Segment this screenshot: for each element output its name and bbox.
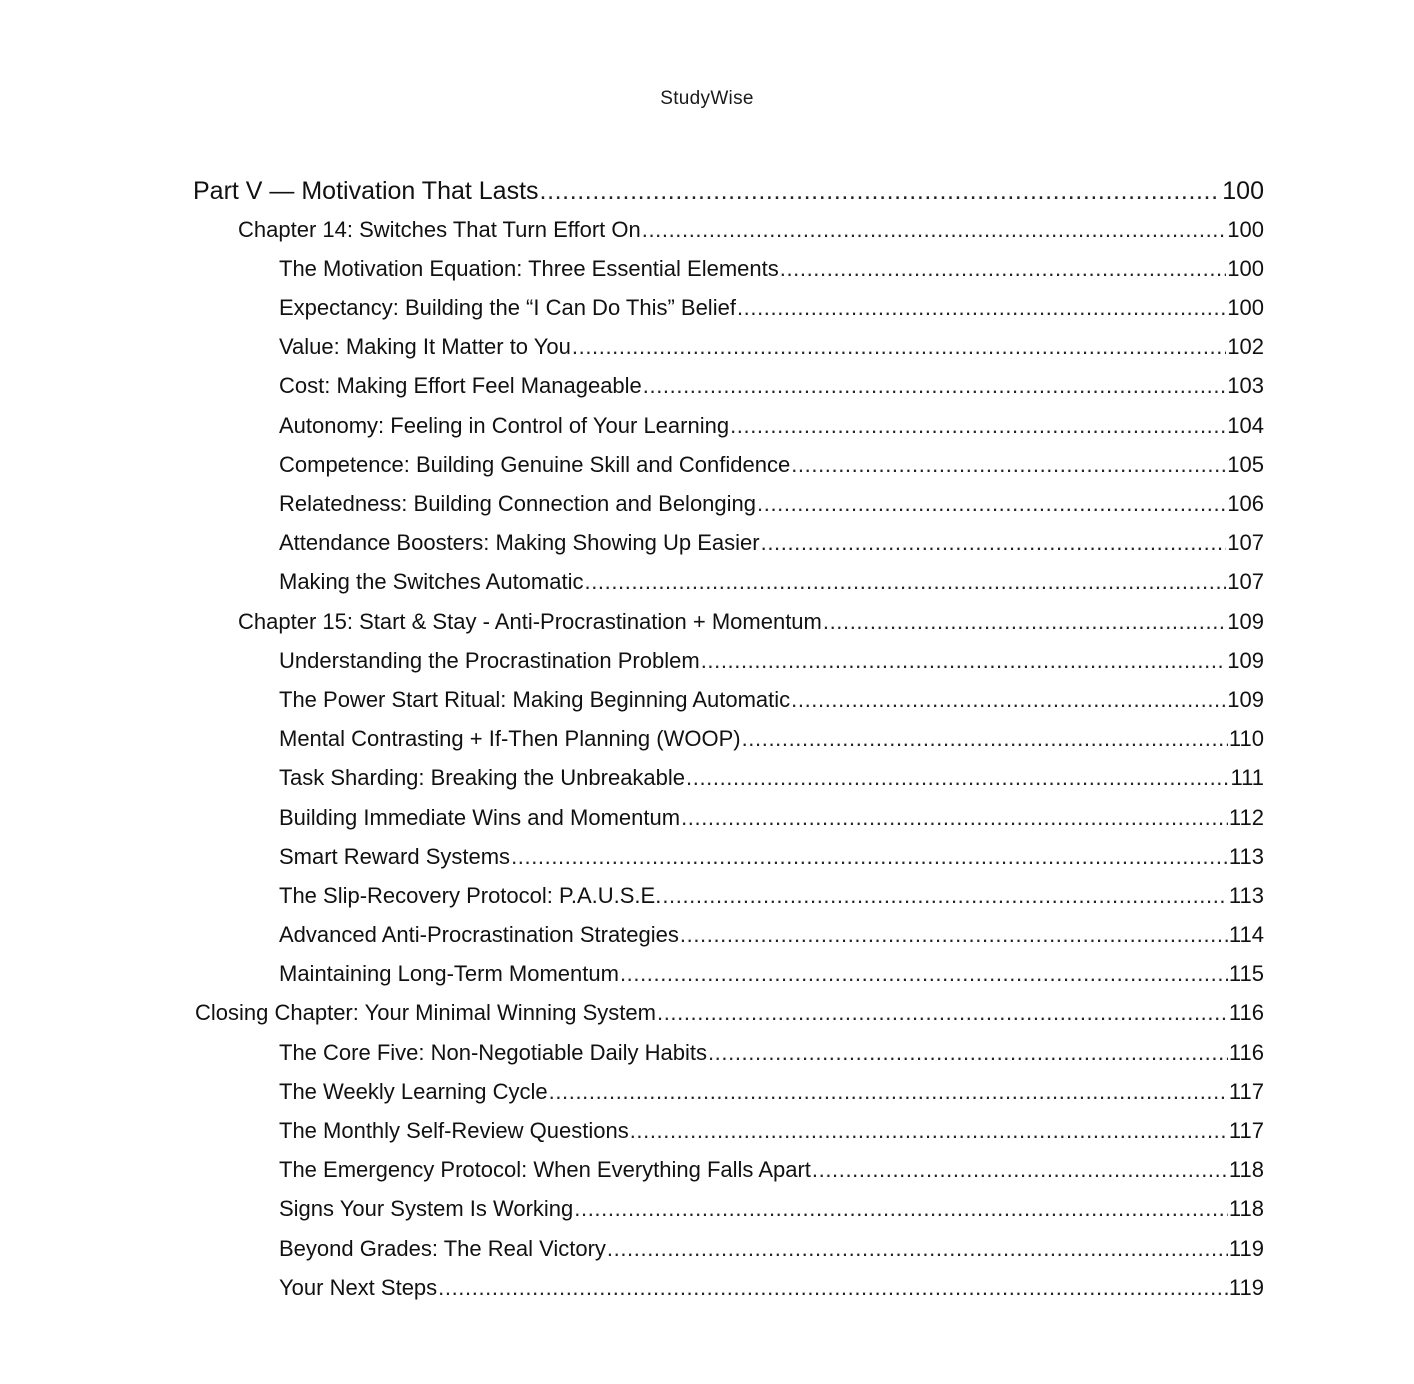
toc-entry-title: The Slip-Recovery Protocol: P.A.U.S.E.: [279, 883, 662, 908]
dot-leader: [812, 1155, 1228, 1185]
dot-leader: [657, 998, 1228, 1028]
toc-entry-section[interactable]: [279, 646, 1264, 676]
toc-entry-title: Attendance Boosters: Making Showing Up Easier: [279, 530, 760, 555]
toc-entry-title: Task Sharding: Breaking the Unbreakable: [279, 765, 686, 790]
toc-entry-part[interactable]: [193, 176, 1264, 206]
toc-entry-section[interactable]: [279, 332, 1264, 362]
toc-entry-title: The Motivation Equation: Three Essential Elements: [279, 256, 779, 281]
toc-entry-section[interactable]: [279, 1194, 1264, 1224]
dot-leader: [662, 881, 1228, 911]
toc-entry-title: Chapter 15: Start & Stay - Anti-Procrastination + Momentum: [238, 609, 822, 634]
toc-entry-page-number: 100: [1227, 256, 1264, 281]
toc-entry-page-number: 119: [1228, 1275, 1264, 1300]
toc-entry-page-number: 109: [1227, 648, 1264, 673]
toc-entry-title: Understanding the Procrastination Problem: [279, 648, 700, 673]
toc-entry-title: Value: Making It Matter to You: [279, 334, 571, 359]
dot-leader: [643, 371, 1226, 401]
toc-entry-section[interactable]: [279, 1234, 1264, 1264]
dot-leader: [620, 959, 1228, 989]
toc-entry-title: The Monthly Self-Review Questions: [279, 1118, 629, 1143]
toc-entry-title: The Core Five: Non-Negotiable Daily Habits: [279, 1040, 707, 1065]
toc-entry-page-number: 110: [1228, 726, 1264, 751]
toc-entry-page-number: 117: [1228, 1079, 1264, 1104]
dot-leader: [607, 1234, 1228, 1264]
dot-leader: [780, 254, 1227, 284]
toc-entry-page-number: 118: [1228, 1157, 1264, 1182]
toc-entry-page-number: 106: [1227, 491, 1264, 516]
toc-entry-title: Advanced Anti-Procrastination Strategies: [279, 922, 679, 947]
dot-leader: [574, 1194, 1228, 1224]
toc-entry-page-number: 112: [1228, 805, 1264, 830]
toc-entry-chapter[interactable]: [238, 607, 1264, 637]
toc-entry-page-number: 116: [1228, 1040, 1264, 1065]
dot-leader: [791, 450, 1226, 480]
toc-entry-section[interactable]: [279, 450, 1264, 480]
toc-entry-page-number: 111: [1230, 765, 1264, 790]
dot-leader: [680, 920, 1228, 950]
toc-entry-section[interactable]: [279, 685, 1264, 715]
dot-leader: [730, 411, 1226, 441]
toc-entry-page-number: 117: [1228, 1118, 1264, 1143]
toc-entry-section[interactable]: [279, 1273, 1264, 1303]
toc-entry-page-number: 105: [1227, 452, 1264, 477]
dot-leader: [701, 646, 1227, 676]
toc-entry-title: Maintaining Long-Term Momentum: [279, 961, 619, 986]
toc-entry-title: Your Next Steps: [279, 1275, 438, 1300]
toc-entry-title: Chapter 14: Switches That Turn Effort On: [238, 217, 641, 242]
toc-entry-page-number: 107: [1227, 530, 1264, 555]
dot-leader: [681, 803, 1228, 833]
toc-entry-title: Making the Switches Automatic: [279, 569, 584, 594]
dot-leader: [742, 724, 1228, 754]
toc-entry-page-number: 103: [1227, 373, 1264, 398]
toc-entry-page-number: 113: [1228, 883, 1264, 908]
dot-leader: [572, 332, 1226, 362]
toc-entry-section[interactable]: [279, 254, 1264, 284]
toc-entry-title: The Emergency Protocol: When Everything Falls Apart: [279, 1157, 811, 1182]
toc-entry-section[interactable]: [279, 881, 1264, 911]
toc-entry-title: Signs Your System Is Working: [279, 1196, 574, 1221]
dot-leader: [791, 685, 1226, 715]
toc-entry-title: Beyond Grades: The Real Victory: [279, 1236, 606, 1261]
toc-entry-title: Part V — Motivation That Lasts: [193, 177, 539, 205]
dot-leader: [761, 528, 1227, 558]
toc-entry-section[interactable]: [279, 293, 1264, 323]
toc-entry-section[interactable]: [279, 567, 1264, 597]
toc-entry-section[interactable]: [279, 724, 1264, 754]
toc-entry-chapter[interactable]: [238, 215, 1264, 245]
toc-entry-page-number: 100: [1227, 295, 1264, 320]
toc-entry-title: Relatedness: Building Connection and Belonging: [279, 491, 757, 516]
toc-entry-page-number: 100: [1222, 177, 1264, 205]
toc-entry-section[interactable]: [279, 920, 1264, 950]
toc-entry-title: Cost: Making Effort Feel Manageable: [279, 373, 642, 398]
toc-entry-section[interactable]: [279, 1077, 1264, 1107]
toc-entry-section[interactable]: [279, 763, 1264, 793]
toc-entry-title: The Weekly Learning Cycle: [279, 1079, 548, 1104]
toc-entry-page-number: 118: [1228, 1196, 1264, 1221]
dot-leader: [823, 607, 1226, 637]
toc-entry-page-number: 116: [1228, 1000, 1264, 1025]
dot-leader: [630, 1116, 1228, 1146]
toc-entry-closing[interactable]: [195, 998, 1264, 1028]
toc-entry-title: Competence: Building Genuine Skill and Confidence: [279, 452, 791, 477]
toc-entry-page-number: 102: [1227, 334, 1264, 359]
dot-leader: [686, 763, 1230, 793]
toc-entry-title: Building Immediate Wins and Momentum: [279, 805, 681, 830]
toc-entry-page-number: 107: [1227, 569, 1264, 594]
dot-leader: [584, 567, 1226, 597]
toc-entry-section[interactable]: [279, 371, 1264, 401]
dot-leader: [540, 176, 1222, 206]
toc-entry-page-number: 114: [1228, 922, 1264, 947]
toc-entry-section[interactable]: [279, 489, 1264, 519]
toc-entry-page-number: 109: [1227, 687, 1264, 712]
toc-entry-page-number: 115: [1228, 961, 1264, 986]
toc-entry-section[interactable]: [279, 959, 1264, 989]
toc-entry-section[interactable]: [279, 411, 1264, 441]
running-header: StudyWise: [660, 88, 754, 109]
toc-entry-title: Expectancy: Building the “I Can Do This” Belief: [279, 295, 736, 320]
toc-entry-page-number: 119: [1228, 1236, 1264, 1261]
dot-leader: [708, 1038, 1228, 1068]
toc-entry-section[interactable]: [279, 803, 1264, 833]
toc-entry-section[interactable]: [279, 528, 1264, 558]
toc-entry-title: Mental Contrasting + If-Then Planning (WOOP): [279, 726, 741, 751]
dot-leader: [737, 293, 1226, 323]
toc-entry-section[interactable]: [279, 1116, 1264, 1146]
toc-entry-title: Autonomy: Feeling in Control of Your Learning: [279, 413, 730, 438]
toc-entry-title: The Power Start Ritual: Making Beginning Automatic: [279, 687, 791, 712]
toc-entry-title: Smart Reward Systems: [279, 844, 511, 869]
toc-entry-section[interactable]: [279, 842, 1264, 872]
dot-leader: [438, 1273, 1228, 1303]
toc-entry-title: Closing Chapter: Your Minimal Winning System: [195, 1000, 656, 1025]
toc-entry-section[interactable]: [279, 1038, 1264, 1068]
toc-entry-page-number: 109: [1227, 609, 1264, 634]
toc-entry-page-number: 113: [1228, 844, 1264, 869]
toc-entry-page-number: 100: [1227, 217, 1264, 242]
toc-entry-section[interactable]: [279, 1155, 1264, 1185]
dot-leader: [549, 1077, 1228, 1107]
dot-leader: [642, 215, 1227, 245]
toc-entry-page-number: 104: [1227, 413, 1264, 438]
dot-leader: [511, 842, 1228, 872]
dot-leader: [757, 489, 1226, 519]
